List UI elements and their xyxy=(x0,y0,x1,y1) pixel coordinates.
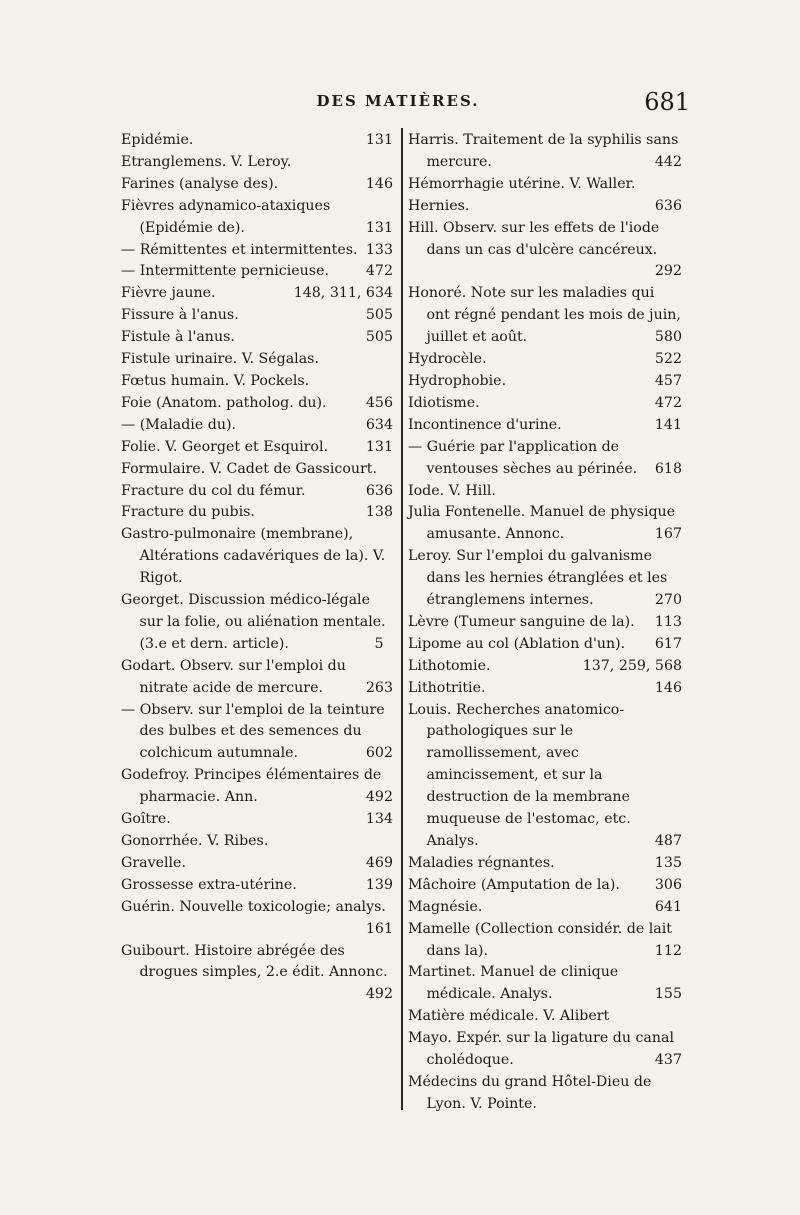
entry-text: Mamelle (Collection considér. de lait dans la). xyxy=(408,920,672,959)
entry-page-ref: 131 xyxy=(365,438,393,455)
index-entry xyxy=(121,941,393,1007)
entry-page-ref: 634 xyxy=(365,416,393,433)
entry-page-ref: 505 xyxy=(365,329,393,346)
index-entry xyxy=(408,174,682,196)
entry-text: Fièvres adynamico-ataxiques (Epidémie de). xyxy=(121,197,331,236)
entry-text: — Intermittente pernicieuse. xyxy=(121,263,329,280)
entry-text: Honoré. Note sur les maladies qui ont régné pendant les mois de juin, juillet et août. xyxy=(408,285,681,346)
entry-text: Gravelle. xyxy=(121,854,186,871)
index-entry xyxy=(408,897,682,919)
entry-page-ref: 505 xyxy=(365,307,393,324)
entry-page-ref: 437 xyxy=(654,1052,682,1069)
entry-text: — Rémittentes et intermittentes. xyxy=(121,241,358,258)
index-entry xyxy=(121,809,393,831)
entry-page-ref: 113 xyxy=(654,613,682,630)
index-entry xyxy=(408,437,682,481)
entry-text: Fracture du pubis. xyxy=(121,504,255,521)
entry-text: Médecins du grand Hôtel-Dieu de Lyon. V. Pointe. xyxy=(408,1073,652,1112)
entry-page-ref: 636 xyxy=(654,197,682,214)
entry-text: Fracture du col du fémur. xyxy=(121,482,306,499)
index-entry xyxy=(121,393,393,415)
page-number: 681 xyxy=(644,88,690,116)
index-entry xyxy=(121,174,393,196)
entry-text: Godefroy. Principes élémentaires de pharmacie. Ann. xyxy=(121,767,382,806)
entry-page-ref: 487 xyxy=(654,833,682,849)
index-entry xyxy=(121,305,393,327)
index-entry xyxy=(121,656,393,700)
entry-page-ref: 134 xyxy=(365,811,393,828)
entry-text: Fistule urinaire. V. Ségalas. xyxy=(121,351,319,368)
index-entry xyxy=(408,1006,682,1028)
index-entry xyxy=(121,240,393,262)
index-entry xyxy=(408,546,682,612)
entry-text: Hydrocèle. xyxy=(408,351,487,368)
index-entry xyxy=(408,283,682,349)
entry-text: Mâchoire (Amputation de la). xyxy=(408,876,620,893)
index-column-left xyxy=(121,130,393,1006)
entry-page-ref: 270 xyxy=(654,592,682,609)
entry-text: Epidémie. xyxy=(121,132,194,148)
index-column-right xyxy=(408,130,682,1116)
index-entry xyxy=(121,327,393,349)
entry-text: Formulaire. V. Cadet de Gassicourt. xyxy=(121,460,377,477)
index-entry xyxy=(408,1072,682,1116)
index-entry xyxy=(408,634,682,656)
index-entry xyxy=(121,897,393,941)
entry-text: Godart. Observ. sur l'emploi du nitrate acide de mercure. xyxy=(121,657,346,696)
entry-text: Louis. Recherches anatomico-pathologiques sur le ramollissement, avec amincissement, et sur la destruction de la membrane muqueuse de l'estomac, etc. Analys. xyxy=(408,701,631,849)
entry-text: Leroy. Sur l'emploi du galvanisme dans les hernies étranglées et les étranglemens internes. xyxy=(408,548,668,609)
index-entry xyxy=(121,459,393,481)
entry-page-ref: 161 xyxy=(365,920,393,937)
entry-text: Martinet. Manuel de clinique médicale. Analys. xyxy=(408,964,619,1003)
index-entry xyxy=(408,700,682,853)
entry-text: Mayo. Expér. sur la ligature du canal cholédoque. xyxy=(408,1030,675,1069)
entry-text: Harris. Traitement de la syphilis sans mercure. xyxy=(408,132,679,170)
index-entry xyxy=(121,765,393,809)
index-entry xyxy=(408,393,682,415)
entry-page-ref: 167 xyxy=(654,526,682,543)
entry-text: Iode. V. Hill. xyxy=(408,482,496,499)
index-entry xyxy=(121,481,393,503)
entry-text: Gonorrhée. V. Ribes. xyxy=(121,833,269,849)
entry-text: Maladies régnantes. xyxy=(408,854,555,871)
index-entry xyxy=(408,502,682,546)
entry-page-ref: 112 xyxy=(654,942,682,959)
entry-text: Magnésie. xyxy=(408,898,483,915)
entry-page-ref: 137, 259, 568 xyxy=(582,657,682,674)
entry-text: Fœtus humain. V. Pockels. xyxy=(121,372,310,389)
index-entry xyxy=(121,371,393,393)
entry-text: Guérin. Nouvelle toxicologie; analys. xyxy=(121,898,386,915)
entry-text: — Observ. sur l'emploi de la teinture des bulbes et des semences du colchicum autumnale. xyxy=(121,701,385,762)
entry-page-ref: 155 xyxy=(654,986,682,1003)
entry-page-ref: 131 xyxy=(365,219,393,236)
index-entry xyxy=(408,853,682,875)
entry-text: Guibourt. Histoire abrégée des drogues simples, 2.e édit. Annonc. xyxy=(121,942,388,981)
index-entry xyxy=(408,656,682,678)
entry-page-ref: 263 xyxy=(365,679,393,696)
index-entry xyxy=(408,612,682,634)
entry-text: Matière médicale. V. Alibert xyxy=(408,1008,610,1025)
index-entry xyxy=(408,875,682,897)
entry-page-ref: 139 xyxy=(365,876,393,893)
entry-page-ref: 492 xyxy=(365,789,393,806)
page-header xyxy=(118,88,690,126)
entry-text: Etranglemens. V. Leroy. xyxy=(121,153,292,170)
entry-text: Foie (Anatom. patholog. du). xyxy=(121,394,327,411)
index-entry xyxy=(408,349,682,371)
entry-text: Lithotritie. xyxy=(408,679,486,696)
entry-page-ref: 141 xyxy=(654,416,682,433)
entry-page-ref: 636 xyxy=(365,482,393,499)
entry-page-ref: 472 xyxy=(654,394,682,411)
index-entry: Georget. Discussion médico-légale sur la folie, ou aliénation mentale. (3.e et dern. article). 5 xyxy=(121,592,386,652)
entry-text: Lithotomie. xyxy=(408,657,491,674)
entry-page-ref: 492 xyxy=(365,986,393,1003)
entry-page-ref: 146 xyxy=(654,679,682,696)
index-entry xyxy=(121,437,393,459)
index-entry xyxy=(121,502,393,524)
entry-text: Fistule à l'anus. xyxy=(121,329,235,346)
index-entry xyxy=(121,152,393,174)
entry-page-ref: 602 xyxy=(365,745,393,762)
entry-page-ref: 522 xyxy=(654,351,682,368)
entry-page-ref: 641 xyxy=(654,898,682,915)
entry-page-ref: 131 xyxy=(365,132,393,148)
entry-text: Idiotisme. xyxy=(408,394,480,411)
index-entry xyxy=(121,283,393,305)
entry-page-ref: 469 xyxy=(365,854,393,871)
entry-text: Fissure à l'anus. xyxy=(121,307,239,324)
index-entry xyxy=(408,919,682,963)
entry-text: Folie. V. Georget et Esquirol. xyxy=(121,438,328,455)
entry-text: — Guérie par l'application de ventouses sèches au périnée. xyxy=(408,438,638,477)
entry-text: Grossesse extra-utérine. xyxy=(121,876,297,893)
index-entry xyxy=(121,261,393,283)
entry-page-ref: 442 xyxy=(654,153,682,170)
column-divider xyxy=(401,128,403,1110)
index-entry xyxy=(408,481,682,503)
entry-text: Lèvre (Tumeur sanguine de la). xyxy=(408,613,635,630)
entry-page-ref: 138 xyxy=(365,504,393,521)
index-entry xyxy=(121,130,393,152)
entry-text: — (Maladie du). xyxy=(121,416,237,433)
entry-page-ref: 617 xyxy=(654,635,682,652)
index-entry xyxy=(121,415,393,437)
entry-page-ref: 133 xyxy=(365,241,393,258)
entry-text: Hill. Observ. sur les effets de l'iode dans un cas d'ulcère cancéreux. xyxy=(408,219,660,258)
index-entry xyxy=(408,415,682,437)
entry-page-ref: 306 xyxy=(654,876,682,893)
index-entry xyxy=(121,524,393,590)
entry-page-ref: 618 xyxy=(654,460,682,477)
entry-text: Incontinence d'urine. xyxy=(408,416,562,433)
index-entry xyxy=(408,218,682,284)
entry-text: Hernies. xyxy=(408,197,470,214)
index-entry xyxy=(408,196,682,218)
entry-text: Julia Fontenelle. Manuel de physique amusante. Annonc. xyxy=(408,504,676,543)
index-entry xyxy=(408,371,682,393)
index-entry xyxy=(121,831,393,853)
entry-page-ref: 135 xyxy=(654,854,682,871)
index-entry xyxy=(408,962,682,1006)
running-title: DES MATIÈRES. xyxy=(316,92,480,110)
entry-page-ref: 457 xyxy=(654,372,682,389)
index-entry xyxy=(121,196,393,240)
entry-text: Lipome au col (Ablation d'un). xyxy=(408,635,626,652)
entry-text: Georget. Discussion médico-légale sur la folie, ou aliénation mentale. (3.e et dern. article). xyxy=(121,592,386,652)
index-entry xyxy=(121,349,393,371)
entry-text: Goître. xyxy=(121,811,171,828)
entry-page-ref: 146 xyxy=(365,175,393,192)
entry-page-ref: 148, 311, 634 xyxy=(293,285,393,302)
index-entry xyxy=(121,700,393,766)
index-entry xyxy=(408,678,682,700)
index-entry xyxy=(408,1028,682,1072)
index-entry xyxy=(121,853,393,875)
entry-page-ref: 292 xyxy=(654,263,682,280)
entry-text: Gastro-pulmonaire (membrane), Altérations cadavériques de la). V. Rigot. xyxy=(121,526,386,587)
entry-page-ref: 472 xyxy=(365,263,393,280)
entry-page-ref: 456 xyxy=(365,394,393,411)
index-entry xyxy=(121,875,393,897)
entry-text: Hydrophobie. xyxy=(408,372,507,389)
index-entry xyxy=(408,130,682,174)
entry-text: Fièvre jaune. xyxy=(121,285,216,302)
entry-page-ref: 580 xyxy=(654,329,682,346)
entry-text: Farines (analyse des). xyxy=(121,175,279,192)
entry-text: Hémorrhagie utérine. V. Waller. xyxy=(408,175,636,192)
